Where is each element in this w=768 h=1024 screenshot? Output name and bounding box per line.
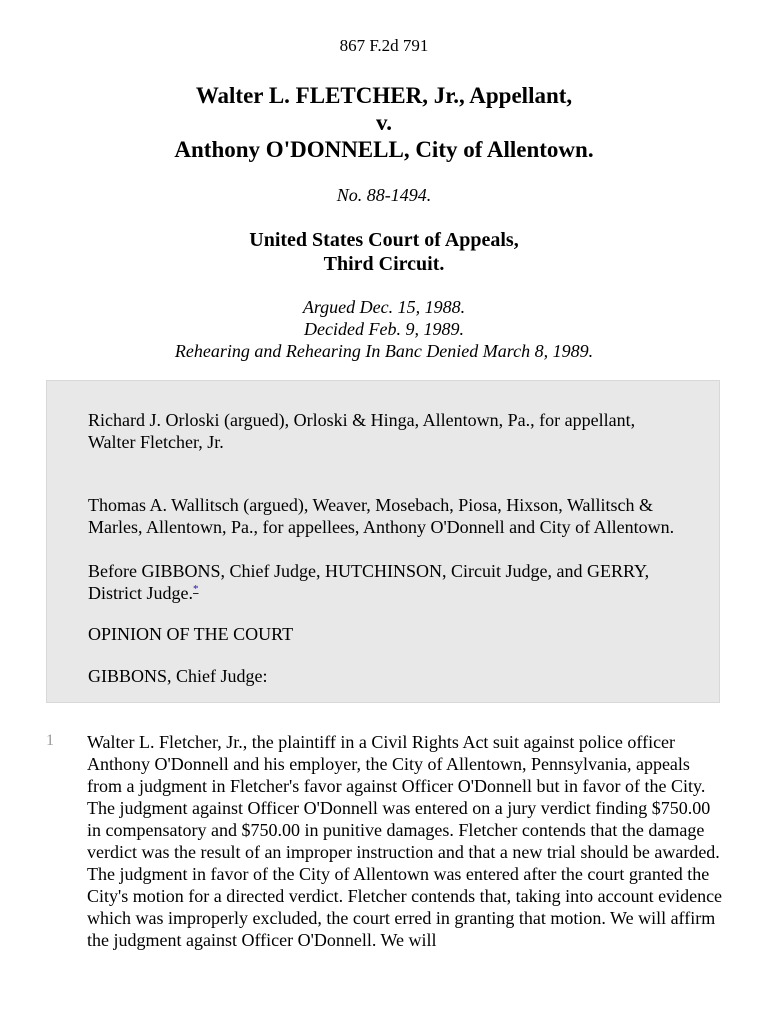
- court-name-line1: United States Court of Appeals,: [249, 229, 519, 251]
- appellee-counsel: Thomas A. Wallitsch (argued), Weaver, Mosebach, Piosa, Hixson, Wallitsch & Marles, Allentown, Pa., for appellees, Anthony O'Donnell and City of Allentown.: [88, 495, 675, 537]
- case-citation: 867 F.2d 791: [339, 36, 429, 55]
- argued-date: Argued Dec. 15, 1988.: [302, 297, 466, 317]
- paragraph-number: 1: [46, 732, 54, 749]
- appellant-name: Walter L. FLETCHER, Jr., Appellant,: [195, 83, 573, 108]
- case-dates: [0, 296, 768, 362]
- versus: v.: [376, 110, 392, 135]
- court-name: [0, 228, 768, 276]
- case-caption: [0, 82, 768, 163]
- court-name-line2: Third Circuit.: [323, 253, 445, 275]
- case-header-box: [46, 380, 720, 703]
- decided-date: Decided Feb. 9, 1989.: [304, 319, 464, 339]
- rehearing-date: Rehearing and Rehearing In Banc Denied March 8, 1989.: [174, 341, 594, 361]
- panel-text: Before GIBBONS, Chief Judge, HUTCHINSON, Circuit Judge, and GERRY, District Judge.: [88, 561, 650, 603]
- opinion-author: GIBBONS, Chief Judge:: [88, 666, 268, 686]
- opinion-heading: OPINION OF THE COURT: [88, 624, 294, 644]
- docket-number: No. 88-1494.: [336, 185, 432, 205]
- appellant-counsel: Richard J. Orloski (argued), Orloski & Hinga, Allentown, Pa., for appellant, Walter Fletcher, Jr.: [88, 410, 636, 452]
- opinion-paragraph: Walter L. Fletcher, Jr., the plaintiff in a Civil Rights Act suit against police officer Anthony O'Donnell and his employer, the City of Allentown, Pennsylvania, appeals from a judgment in Fletcher's favor against Officer O'Donnell but in favor of the City. The judgment against Officer O'Donnell was entered on a jury verdict finding $750.00 in compensatory and $750.00 in punitive damages. Fletcher contends that the damage verdict was the result of an improper instruction and that a new trial should be awarded. The judgment in favor of the City of Allentown was entered after the court granted the City's motion for a directed verdict. Fletcher contends that, taking into account evidence which was improperly excluded, the court erred in granting that motion. We will affirm the judgment against Officer O'Donnell. We will: [87, 732, 723, 950]
- panel-judges: [88, 560, 678, 604]
- footnote-link[interactable]: *: [193, 583, 199, 595]
- appellee-names: Anthony O'DONNELL, City of Allentown.: [174, 137, 594, 162]
